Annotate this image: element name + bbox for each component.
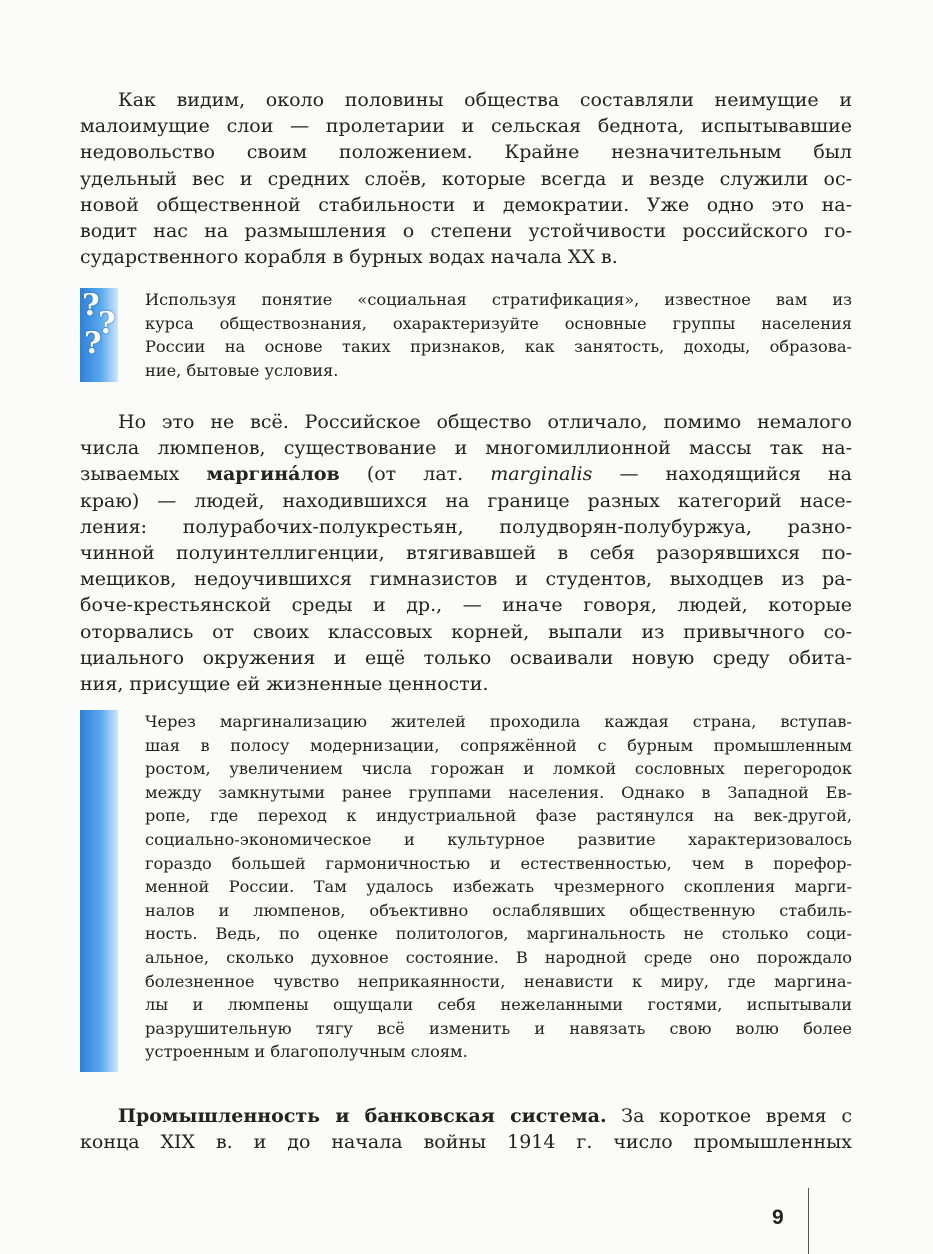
text-line: чинной полуинтеллигенции, втягивавшей в себя разорявшихся по-: [80, 541, 852, 564]
text-line: конца XIX в. и до начала войны 1914 г. число промышленных: [80, 1131, 852, 1154]
page-divider: [808, 1188, 809, 1254]
text-line: числа люмпенов, существование и многомиллионной массы так на-: [80, 437, 852, 460]
text-line: ние, бытовые условия.: [145, 360, 339, 380]
text-line: Как видим, около половины общества составляли неимущие и: [118, 89, 852, 111]
text-line: недовольство своим положением. Крайне незначительным был: [80, 141, 852, 164]
text-line: [80, 1103, 852, 1129]
text: (от лат.: [366, 463, 491, 486]
text-line: альное, сколько духовное состояние. В народной среде оно порождало: [145, 947, 852, 967]
text-line: устроенным и благополучным слоям.: [145, 1042, 468, 1062]
text-line: циального окружения и ещё только осваивали новую среду обита-: [80, 646, 852, 669]
text-line: менной России. Там удалось избежать чрезмерного скопления марги-: [145, 877, 852, 897]
page-number: 9: [772, 1206, 784, 1229]
text-line: сударственного корабля в бурных водах начала XX в.: [80, 246, 618, 269]
text-line: социально-экономическое и культурное развитие характеризовалось: [145, 829, 852, 849]
text-line: Но это не всё. Российское общество отличало, помимо немалого: [118, 411, 852, 433]
info-bar-decoration: [80, 710, 118, 1072]
text-line: ния, присущие ей жизненные ценности.: [80, 672, 489, 695]
text-line: Через маргинализацию жителей проходила каждая страна, вступав-: [145, 712, 852, 731]
text-line: [80, 461, 852, 487]
question-marks-icon: ? ? ?: [80, 288, 118, 382]
text: зываемых: [80, 463, 207, 486]
info-box: [80, 710, 852, 1072]
text-line: ростом, увеличением числа горожан и ломкой сословных перегородок: [145, 759, 852, 779]
text-line: Используя понятие «социальная стратификация», известное вам из: [145, 290, 852, 309]
section-heading: Промышленность и банковская система.: [118, 1105, 607, 1127]
text-line: ропе, где переход к индустриальной фазе растянулся на век-другой,: [145, 806, 852, 826]
paragraph-2: [80, 409, 852, 697]
text-line: шая в полосу модернизации, сопряжённой с бурным промышленным: [145, 735, 852, 755]
text-line: боче-крестьянской среды и др., — иначе говоря, людей, которые: [80, 594, 852, 617]
text-line: малоимущие слои — пролетарии и сельская беднота, испытывавшие: [80, 115, 852, 138]
text: За короткое время с: [621, 1105, 852, 1127]
paragraph-3: [80, 1103, 852, 1155]
text-line: ность. Ведь, по оценке политологов, маргинальность не столько соци-: [145, 924, 852, 944]
text-line: удельный вес и средних слоёв, которые всегда и везде служили ос-: [80, 167, 852, 190]
text-line: новой общественной стабильности и демократии. Уже одно это на-: [80, 193, 852, 216]
question-box: [80, 288, 852, 382]
text-line: налов и люмпенов, объективно ослаблявших общественную стабиль-: [145, 900, 852, 920]
text-line: ления: полурабочих-полукрестьян, полудворян-полубуржуа, разно-: [80, 515, 852, 538]
paragraph-1: [80, 87, 852, 270]
text-line: оторвались от своих классовых корней, выпали из привычного со-: [80, 620, 852, 643]
text-line: краю) — людей, находившихся на границе разных категорий насе-: [80, 489, 852, 512]
text-line: курса обществознания, охарактеризуйте основные группы населения: [145, 313, 852, 333]
text: — находящийся на: [619, 463, 852, 486]
text-line: лы и люмпены ощущали себя нежеланными гостями, испытывали: [145, 995, 852, 1015]
text-line: болезненное чувство неприкаянности, ненависти к миру, где маргина-: [145, 971, 852, 991]
text-line: мещиков, недоучившихся гимназистов и студентов, выходцев из ра-: [80, 568, 852, 591]
text-line: России на основе таких признаков, как занятость, доходы, образова-: [145, 337, 852, 357]
text-line: разрушительную тягу всё изменить и навязать свою волю более: [145, 1018, 852, 1038]
text-line: между замкнутыми ранее группами населения. Однако в Западной Ев-: [145, 782, 852, 802]
text-line: гораздо большей гармоничностью и естественностью, чем в порефор-: [145, 853, 852, 873]
term-marginals: маргина́лов: [206, 463, 340, 486]
latin-term: marginalis: [490, 463, 593, 486]
text-line: водит нас на размышления о степени устойчивости российского го-: [80, 219, 852, 242]
